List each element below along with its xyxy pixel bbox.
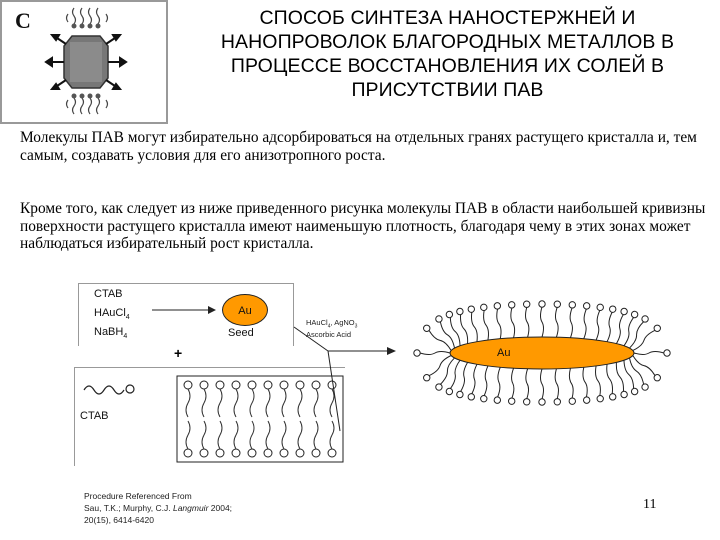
gold-nanorod [450, 337, 634, 369]
ctab-tail [541, 307, 544, 337]
ctab-tail [420, 352, 450, 355]
reagent-haucl4 [94, 307, 130, 321]
ctab-head [424, 325, 430, 331]
ctab-head [494, 303, 500, 309]
ctab-tail [624, 317, 634, 345]
ctab-tail [555, 369, 558, 399]
ctab-head [664, 350, 670, 356]
growth-reagent-agno3: , AgNO [330, 318, 355, 327]
ctab-tail [526, 369, 529, 399]
ctab-head [569, 302, 575, 308]
reference-author-names: Sau, T.K.; Murphy, C.J. [84, 503, 173, 513]
ctab-head [424, 375, 430, 381]
reference-year: 2004; [208, 503, 233, 513]
ctab-tail [484, 310, 489, 340]
ctab-tail [634, 352, 664, 355]
ctab-head [509, 398, 515, 404]
inset-label: C [15, 8, 31, 33]
ctab-head [610, 394, 616, 400]
ctab-head [468, 394, 474, 400]
ctab-tail [450, 317, 460, 345]
ctab-tail [461, 314, 468, 343]
ctab-head [446, 311, 452, 317]
ctab-head [597, 395, 603, 401]
reagent-haucl4-subscript: 4 [125, 314, 130, 322]
reference-citation [84, 490, 232, 526]
growth-reagent-ascorbic: Ascorbic Acid [306, 329, 352, 339]
reference-heading: Procedure Referenced From [84, 491, 192, 501]
ctab-head [642, 316, 648, 322]
ctab-tail [555, 307, 558, 337]
ctab-head [523, 301, 529, 307]
ctab-head [494, 397, 500, 403]
ctab-head [539, 399, 545, 405]
ctab-tail [569, 368, 573, 398]
ctab-tail [541, 369, 544, 399]
seed-particle-label: Au [238, 305, 252, 317]
ctab-head [468, 306, 474, 312]
ctab-tail [596, 310, 600, 340]
ctab-tail [629, 358, 643, 384]
ctab-tail [498, 367, 501, 397]
plus-sign: + [174, 345, 183, 361]
reagent-nabh4 [94, 326, 127, 340]
ctab-head [436, 316, 442, 322]
reagent-nabh4-text: NaBH [94, 326, 124, 338]
ctab-tail [624, 360, 634, 388]
growth-reagent-sub1: 4 [327, 323, 331, 330]
ctab-tail [497, 309, 501, 339]
ctab-head [446, 388, 452, 394]
ctab-head [597, 304, 603, 310]
ctab-head [481, 304, 487, 310]
ctab-head [554, 301, 560, 307]
ctab-tail [633, 356, 655, 376]
ctab-head [583, 303, 589, 309]
ctab-tail [616, 314, 623, 343]
ctab-head [457, 391, 463, 397]
ctab-tail [484, 366, 488, 396]
ctab-label: CTAB [80, 410, 109, 422]
growth-reagent-sub2: 3 [354, 323, 358, 330]
ctab-tail [584, 309, 587, 339]
ctab-head [457, 308, 463, 314]
ctab-tail [583, 367, 587, 397]
ctab-tail [512, 368, 514, 398]
reference-journal: Langmuir [172, 503, 209, 513]
slide-title: СПОСОБ СИНТЕЗА НАНОСТЕРЖНЕЙ И НАНОПРОВОЛОК БЛАГОРОДНЫХ МЕТАЛЛОВ В ПРОЦЕССЕ ВОССТАНОВЛЕНИЯ ИХ СОЛЕЙ В ПРИСУТСТВИИ ПАВ [220, 7, 675, 101]
paragraph-adsorption: Молекулы ПАВ могут избирательно адсорбироваться на отдельных гранях растущего кристалла и, тем самым, создавать условия для его анизотропного роста. [20, 129, 697, 164]
ctab-head [523, 399, 529, 405]
ctab-head [642, 384, 648, 390]
gold-nanorod-figure [392, 288, 692, 418]
ctab-head [610, 306, 616, 312]
ctab-tail [596, 366, 601, 396]
nanorod-label: Au [497, 347, 511, 359]
reagent-ctab: CTAB [94, 288, 123, 300]
ctab-head [621, 391, 627, 397]
ctab-head [631, 311, 637, 317]
ctab-head [539, 301, 545, 307]
inset-figure-c [0, 0, 168, 124]
ctab-tail [429, 330, 451, 350]
ctab-molecule-icon [80, 380, 150, 400]
ctab-tail [526, 307, 529, 337]
ctab-head [554, 399, 560, 405]
reference-authors [84, 502, 232, 514]
ctab-head [583, 397, 589, 403]
ctab-head [569, 398, 575, 404]
ctab-tail [607, 312, 612, 342]
ctab-tail [616, 362, 623, 391]
seed-arrow [150, 300, 220, 320]
ctab-head [654, 375, 660, 381]
ctab-head [436, 384, 442, 390]
ctab-head [481, 395, 487, 401]
ctab-tail [511, 308, 515, 338]
ctab-head [654, 325, 660, 331]
ctab-head [509, 302, 515, 308]
ctab-head [414, 350, 420, 356]
ctab-tail [440, 322, 454, 348]
ctab-head [631, 388, 637, 394]
growth-reagents [306, 318, 357, 339]
paragraph-curvature: Кроме того, как следует из ниже приведенного рисунка молекулы ПАВ в области наибольшей кривизны поверхности растущего кристалла имеют наименьшую плотность, благодаря чему в этих зонах может наблюдаться избирательный рост кристалла. [20, 200, 706, 252]
seed-label: Seed [228, 327, 254, 339]
growth-reagent-haucl4: HAuCl [306, 318, 328, 327]
ctab-tail [471, 312, 477, 342]
ctab-tail [607, 364, 613, 394]
ctab-tail [450, 360, 460, 388]
page-number: 11 [643, 497, 657, 512]
ctab-tail [461, 362, 468, 391]
ctab-head [621, 308, 627, 314]
reagent-nabh4-subscript: 4 [123, 333, 128, 341]
ctab-tail [472, 364, 477, 394]
reagent-haucl4-text: HAuCl [94, 307, 126, 319]
seed-particle [222, 294, 268, 326]
ctab-tail [570, 308, 572, 338]
reference-pages: 20(15), 6414-6420 [84, 515, 154, 525]
